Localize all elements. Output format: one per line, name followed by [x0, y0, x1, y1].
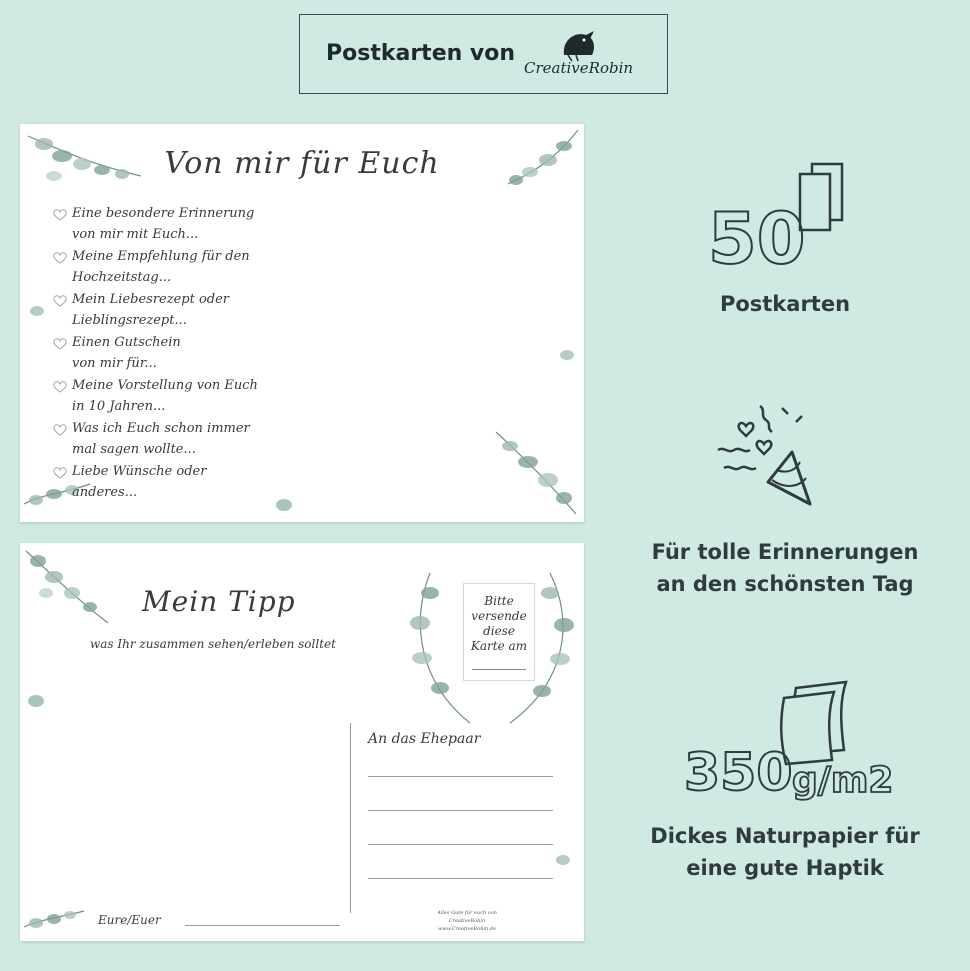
- paper-stack-icon: [680, 680, 900, 805]
- list-item: [52, 247, 258, 288]
- list-item: [52, 419, 258, 460]
- paper-line-2: eine gute Haptik: [686, 856, 884, 880]
- weight-unit: g/m2: [792, 760, 894, 801]
- memories-line-1: Für tolle Erinnerungen: [651, 540, 919, 564]
- eucalyptus-branch-icon: [22, 903, 86, 939]
- heart-icon: [52, 294, 68, 307]
- list-item: [52, 376, 258, 417]
- paper-line-1: Dickes Naturpapier für: [650, 824, 920, 848]
- list-item: [52, 333, 258, 374]
- credit-line: www.CreativeRobin.de: [438, 926, 496, 932]
- credit-line: Alles Gute für euch von CreativeRobin: [437, 910, 497, 924]
- list-item-line: Meine Vorstellung von Euch: [72, 378, 258, 393]
- feature-paper: [620, 820, 950, 884]
- cards-50-icon: [700, 160, 850, 275]
- list-item-line: Lieblingsrezept...: [72, 312, 187, 328]
- list-item-line: mal sagen wollte...: [72, 441, 196, 457]
- heart-icon: [52, 337, 68, 350]
- heart-icon: [52, 423, 68, 436]
- count-number: 50: [708, 198, 806, 275]
- list-item-line: Eine besondere Erinnerung: [72, 206, 255, 221]
- list-item: [52, 204, 258, 245]
- leaf-icon: [26, 693, 46, 709]
- list-item-line: Meine Empfehlung für den: [72, 249, 250, 264]
- feature-count: [620, 288, 950, 320]
- address-line: [368, 810, 553, 811]
- robin-bird-icon: [524, 23, 624, 91]
- sign-label: Eure/Euer: [98, 913, 161, 927]
- leaf-icon: [274, 496, 294, 514]
- heart-icon: [52, 466, 68, 479]
- list-item-line: Hochzeitstag...: [72, 269, 172, 285]
- eucalyptus-branch-icon: [24, 547, 110, 627]
- heart-icon: [52, 251, 68, 264]
- heart-icon: [52, 208, 68, 221]
- list-item-line: Liebe Wünsche oder: [72, 464, 207, 479]
- back-card-subtitle: was Ihr zusammen sehen/erleben solltet: [90, 637, 336, 651]
- logo-text: CreativeRobin: [524, 59, 634, 77]
- postcard-front: [20, 124, 584, 522]
- heart-icon: [52, 380, 68, 393]
- list-item-line: Mein Liebesrezept oder: [72, 292, 230, 307]
- list-item-line: anderes...: [72, 484, 138, 500]
- front-card-list: [52, 204, 258, 505]
- list-item-line: von mir mit Euch...: [72, 226, 199, 242]
- party-popper-icon: [710, 400, 840, 510]
- address-label: An das Ehepaar: [368, 731, 481, 747]
- list-item-line: Was ich Euch schon immer: [72, 421, 250, 436]
- address-divider: [350, 723, 351, 913]
- creative-robin-logo: [524, 23, 634, 91]
- postcard-back: [20, 543, 584, 941]
- stamp-text: [464, 584, 534, 654]
- list-item-line: Einen Gutschein: [72, 335, 181, 350]
- header-box: [299, 14, 668, 94]
- stamp-line-text: Karte am: [470, 639, 528, 653]
- header-title: Postkarten von: [326, 41, 516, 66]
- sign-line: [185, 925, 340, 926]
- address-line: [368, 776, 553, 777]
- memories-line-2: an den schönsten Tag: [656, 572, 914, 596]
- card-credit: [422, 909, 512, 933]
- stamp-box: [463, 583, 535, 681]
- feature-memories: [620, 536, 950, 600]
- address-line: [368, 844, 553, 845]
- leaf-icon: [558, 348, 576, 362]
- address-line: [368, 878, 553, 879]
- eucalyptus-branch-icon: [490, 424, 580, 518]
- list-item: [52, 462, 258, 503]
- leaf-icon: [554, 853, 572, 867]
- stamp-date-line: [472, 669, 526, 670]
- stamp-line-text: Bitte: [484, 594, 514, 608]
- stamp-line-text: versende: [471, 609, 527, 623]
- weight-number: 350: [684, 743, 793, 803]
- back-card-title: Mein Tipp: [142, 585, 296, 618]
- count-label: Postkarten: [719, 292, 851, 316]
- front-card-title: Von mir für Euch: [164, 146, 440, 181]
- list-item-line: in 10 Jahren...: [72, 398, 166, 414]
- list-item-line: von mir für...: [72, 355, 157, 371]
- list-item: [52, 290, 258, 331]
- leaf-icon: [28, 304, 46, 318]
- stamp-line-text: diese: [483, 624, 515, 638]
